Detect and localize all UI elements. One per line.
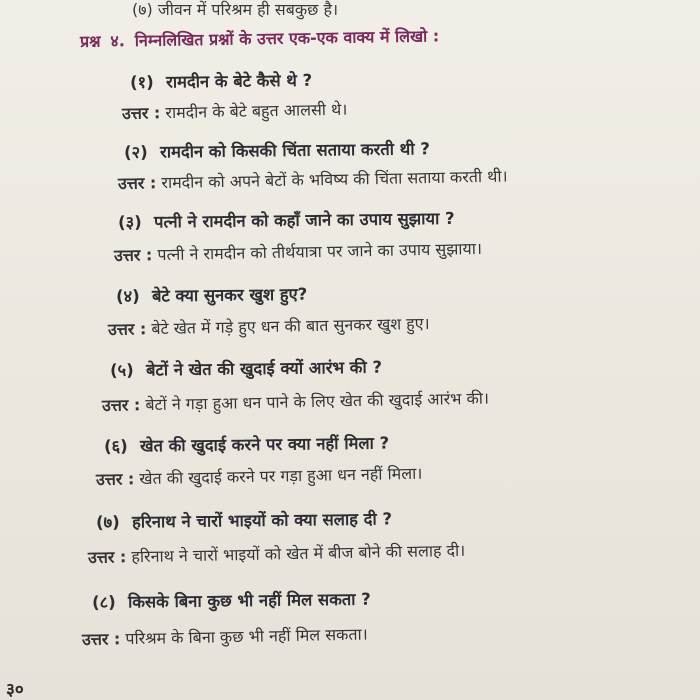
question-text: हरिनाथ ने चारों भाइयों को क्या सलाह दी ? [131,509,393,532]
question-5 [110,355,382,381]
question-number: (३) [117,212,142,232]
answer-text: पत्नी ने रामदीन को तीर्थयात्रा पर जाने का उपाय सुझाया। [157,238,483,265]
question-number: (५) [109,360,134,380]
question-number: (८) [91,592,116,612]
heading-number: ४. [110,31,125,51]
answer-3 [114,237,482,266]
previous-answer-line: (७) जीवन में परिश्रम ही सबकुछ है। [132,0,339,19]
question-3 [118,206,455,233]
answer-label: उत्तर : [107,319,147,339]
answer-text: रामदीन के बेटे बहुत आलसी थे। [165,99,348,123]
heading-text: निम्नलिखित प्रश्नों के उत्तर एक-एक वाक्य में लिखो : [134,26,440,51]
question-6 [104,431,389,457]
question-number: (७) [95,512,120,532]
answer-5 [102,387,489,416]
answer-2 [118,165,508,194]
answer-1 [122,98,348,124]
question-1 [130,68,312,93]
answer-8 [82,623,368,650]
answer-text: रामदीन को अपने बेटों के भविष्य की चिंता सताया करती थी। [161,166,508,193]
answer-label: उत्तर : [101,395,141,415]
answer-text: बेटे खेत में गड़े हुए धन की बात सुनकर खुश हुए। [151,313,430,339]
question-number: (२) [123,142,148,162]
question-number: (४) [115,286,140,306]
page-number: ३० [6,680,24,700]
question-text: बेटे क्या सुनकर खुश हुए? [151,284,308,306]
answer-6 [96,462,423,490]
question-number: (१) [129,72,154,92]
answer-label: उत्तर : [87,547,127,567]
question-text: पत्नी ने रामदीन को कहाँ जाने का उपाय सुझाया ? [153,208,455,232]
answer-7 [88,539,466,568]
answer-text: हरिनाथ ने चारों भाइयों को खेत में बीज बोने की सलाह दी। [131,540,466,567]
heading-prefix: प्रश्न [79,31,101,51]
question-text: रामदीन को किसकी चिंता सताया करती थी ? [159,139,430,162]
question-text: रामदीन के बेटे कैसे थे ? [165,70,313,92]
question-4 [116,282,308,307]
answer-label: उत्तर : [81,629,121,649]
question-2 [124,136,430,163]
answer-label: उत्तर : [113,245,153,265]
answer-text: खेत की खुदाई करने पर गड़ा हुआ धन नहीं मिला। [139,463,423,489]
question-text: खेत की खुदाई करने पर क्या नहीं मिला ? [139,433,390,456]
question-8 [92,587,371,613]
answer-4 [108,312,430,340]
answer-text: बेटों ने गड़ा हुआ धन पाने के लिए खेत की खुदाई आरंभ की। [145,388,490,415]
answer-text: परिश्रम के बिना कुछ भी नहीं मिल सकता। [125,624,368,649]
question-heading [80,24,440,52]
answer-label: उत्तर : [95,469,135,489]
question-number: (६) [103,436,128,456]
question-7 [96,506,392,533]
question-text: बेटों ने खेत की खुदाई क्यों आरंभ की ? [145,357,383,380]
question-text: किसके बिना कुछ भी नहीं मिल सकता ? [127,589,371,612]
answer-label: उत्तर : [117,173,157,193]
answer-label: उत्तर : [121,103,161,123]
